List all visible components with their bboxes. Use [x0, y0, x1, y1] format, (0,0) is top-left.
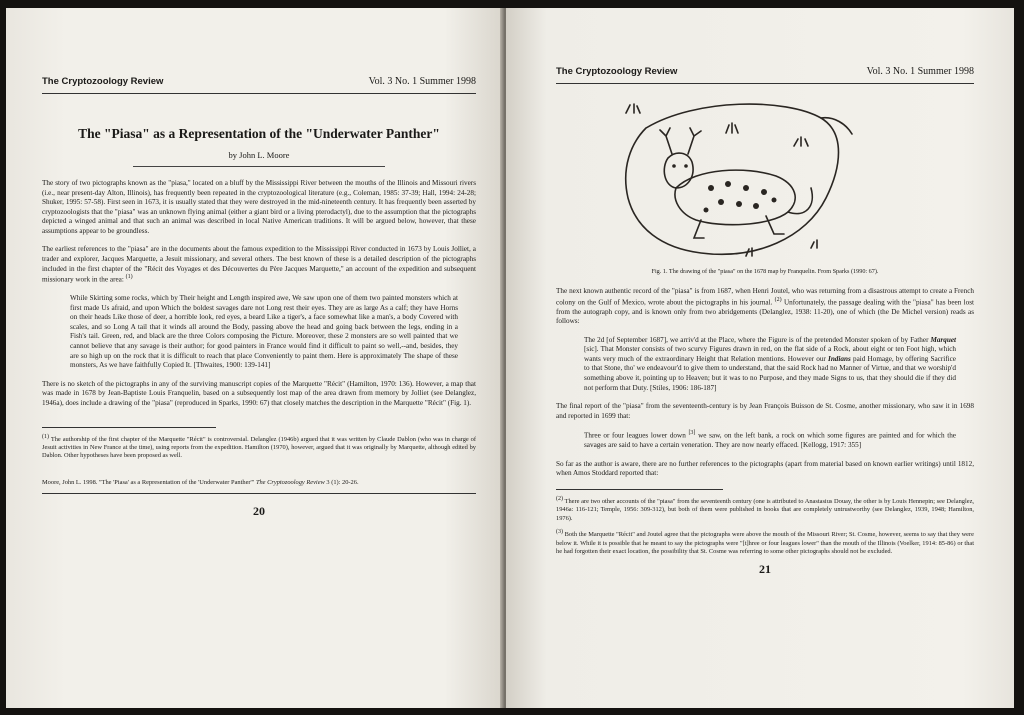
quote-joutel-a: The 2d [of September 1687], we arriv'd at the Place, where the Figure is of the pretended Monster spoken of by Father [584, 335, 929, 344]
footnote-mark-1: (1) [42, 433, 49, 440]
paragraph-4-cont: Unfortunately, the passage dealing with the "piasa" has been lost from the autograph copy, and is known only from two abridgements (Delanglez, 1938: 11-20), one of which (the De Michel version) reads as follows: [556, 297, 974, 326]
header-rule [556, 83, 974, 84]
quote-joutel-b: [sic]. That Monster consists of two scurvy Figures drawn in red, on the flat side of a Rock, about eight or ten Foot high, which wants very much of the extraordinary Height that Relation mentions. However our [584, 345, 956, 363]
footnote-2-text: There are two other accounts of the "piasa" from the seventeenth century (one is attributed to Anastasius Douay, the other is by Louis Hennepin; see Delanglez, 1946a: 116-121; Temple, 1956: 309-312), but both of them were published in books that are completely untrustworthy (see Delanglez, 1939, 1948; Hamilton, 1976). [556, 498, 975, 522]
issue-label: Vol. 3 No. 1 Summer 1998 [866, 66, 974, 77]
article-title: The "Piasa" as a Representation of the "Underwater Panther" [78, 126, 440, 141]
footnote-ref-2[interactable]: (2) [774, 296, 782, 303]
paragraph-2 [42, 245, 476, 285]
block-quote-marquette: While Skirting some rocks, which by Their height and Length inspired awe, We saw upon one of them two painted monsters which at first made Us afraid, and upon Which the boldest savages dare not Long rest their eyes. They are as large As a calf; they have Horns on their heads Like those of deer, a horrible look, red eyes, a beard Like a tiger's, a face somewhat like a man's, a body Covered with scales, and so Long A tail that it winds all around the Body, passing above the head and going back between the legs, ending in a Fish's tail. Green, red, and black are the three Colors composing the Picture. Moreover, these 2 monsters are so well painted that we cannot believe that any savage is their author; for good painters in France would find it difficult to paint so well,--and, besides, they are so high up on the rock that it is difficult to reach that place Conveniently to paint them. Here is approximately The shape of these monsters, As we have faithfully Copied It. [Thwaites, 1900: 139-141] [70, 294, 458, 370]
page-number-right: 21 [759, 562, 771, 577]
piasa-illustration [606, 88, 856, 266]
footnote-mark-2: (2) [556, 496, 563, 503]
paragraph-2-text: The earliest references to the "piasa" are in the documents about the famous expedition to the Mississippi River conducted in 1673 by Louis Jolliet, a trader and explorer, Jacques Marquette, a Jesuit missionary, and several others. The best known of these is a detailed description of the pictographs included in the first chapter of the "Récit des Voyages et des Découvertes du Père Jacques Marquette," an account of the expedition and subsequent missionary work in the area: [42, 245, 476, 284]
page-number-left: 20 [253, 503, 265, 518]
footnote-mark-3: (3) [556, 529, 563, 536]
byline: by John L. Moore [228, 150, 290, 160]
quote-cosme-a: Three or four leagues lower down [584, 431, 686, 440]
citation-volume: 3 (1): 20-26. [326, 478, 359, 486]
figure-caption: Fig. 1. The drawing of the "piasa" on the 1678 map by Franquelin. From Sparks (1990: 67). [651, 268, 879, 275]
footnote-rule [556, 489, 723, 490]
journal-name: The Cryptozoology Review [556, 66, 678, 77]
block-quote-joutel [584, 336, 956, 393]
title-rule [133, 166, 385, 167]
paragraph-6: So far as the author is aware, there are no further references to the pictographs (apart from material based on known earlier writings) until 1812, when Amos Stoddard reported that: [556, 459, 974, 478]
left-page [6, 8, 504, 708]
citation [42, 479, 476, 487]
footnote-1 [42, 434, 476, 461]
header-rule [42, 93, 476, 94]
left-running-head [42, 76, 476, 87]
paragraph-3: There is no sketch of the pictographs in any of the surviving manuscript copies of the Marquette "Récit" (Hamilton, 1970: 136). However, a map that was made in 1678 by Jean-Baptiste Louis Franquelin, based on a subsequently lost map of the area drawn from memory by Jolliet (see Delanglez, 1946a), does include a drawing of the "piasa" (reproduced in Sparks, 1990: 67) that closely matches the description in the Marquette "Récit" (Fig. 1). [42, 379, 476, 407]
footnote-ref-1[interactable]: (1) [125, 274, 133, 281]
footnote-rule [42, 427, 216, 428]
right-page [506, 8, 1014, 708]
journal-name: The Cryptozoology Review [42, 76, 164, 87]
issue-label: Vol. 3 No. 1 Summer 1998 [368, 76, 476, 87]
quote-joutel-indians: Indians [828, 354, 851, 363]
right-running-head [556, 66, 974, 77]
quote-cosme-b: we saw, on the left bank, a rock on which some figures are painted and for which the savages are said to have a certain veneration. They are now nearly effaced. [Kellogg, 1917: 355] [584, 431, 956, 450]
footnote-3 [556, 529, 974, 556]
figure-piasa-drawing [606, 88, 856, 266]
footnote-2 [556, 496, 974, 523]
quote-joutel-c: paid Homage, by offering Sacrifice to that Stone, tho' we endeavour'd to give them to understand, that the said Rock had no Manner of Virtue, and that we worship'd something above it, pointing up to Heaven; but it was to no Purpose, and they made Signs to us, that they should die if they did not perform that Duty. [Stiles, 1906: 186-187] [584, 354, 956, 392]
footnote-ref-3[interactable]: [3] [688, 430, 696, 437]
paragraph-5: The final report of the "piasa" from the seventeenth-century is by Jean François Buisson de St. Cosme, another missionary, who saw it in 1698 and reported in 1699 that: [556, 402, 974, 420]
block-quote-cosme [584, 430, 956, 451]
quote-joutel-name: Marquet [930, 335, 957, 344]
paragraph-1: The story of two pictographs known as the "piasa," located on a bluff by the Mississippi River between the mouths of the Illinois and Missouri rivers (i.e., near present-day Alton, Illinois), has frequently been repeated in the cryptozoological literature (e.g., Coleman, 1985: 37-39; Hall, 1994: 24-28; Shuker, 1995: 57-58). First seen in 1673, it is usually stated that they were destroyed in the mid-nineteenth century. It has frequently been asserted by cryptozoologists that the "piasa" was an unknown flying animal (either a giant bird or a living pterodactyl), due to the assumption that the pictographs depicted a winged animal and that such an animal was described in local Native American traditions. It will be argued below, however, that these assumptions appear to be groundless. [42, 179, 476, 235]
footnote-1-text: The authorship of the first chapter of the Marquette "Récit" is controversial. Delanglez (1946b) argued that it was written by Claude Dablon (who was in charge of Jesuit activities in New France at the time), using reports from the expedition. Hamilton (1970), however, argued that it was originally by Marquette, although edited by Dablon. Other hypotheses have been proposed as well. [42, 435, 476, 460]
footnote-3-text: Both the Marquette "Récit" and Joutel agree that the pictographs were above the mouth of the Missouri River; St. Cosme, however, seems to say that they were below it. While it is possible that he meant to say the pictographs were "[t]hree or four leagues lower" than the mouth of the Illinois (Voelker, 1914: 85-86) or that he had forgotten their exact location, the possibility that St. Cosme was referring to some other pictographs should not be excluded. [556, 531, 974, 555]
paragraph-4 [556, 287, 974, 327]
citation-journal: The Cryptozoology Review [255, 478, 325, 486]
paragraph-4-text: The next known authentic record of the "piasa" is from 1687, when Henri Joutel, who was returning from a disastrous attempt to create a French colony on the Gulf of Mexico, wrote about the pictographs in his journal. [556, 287, 974, 306]
citation-rule [42, 493, 476, 494]
citation-text: Moore, John L. 1998. "The 'Piasa' as a Representation of the 'Underwater Panther'" [42, 478, 255, 486]
